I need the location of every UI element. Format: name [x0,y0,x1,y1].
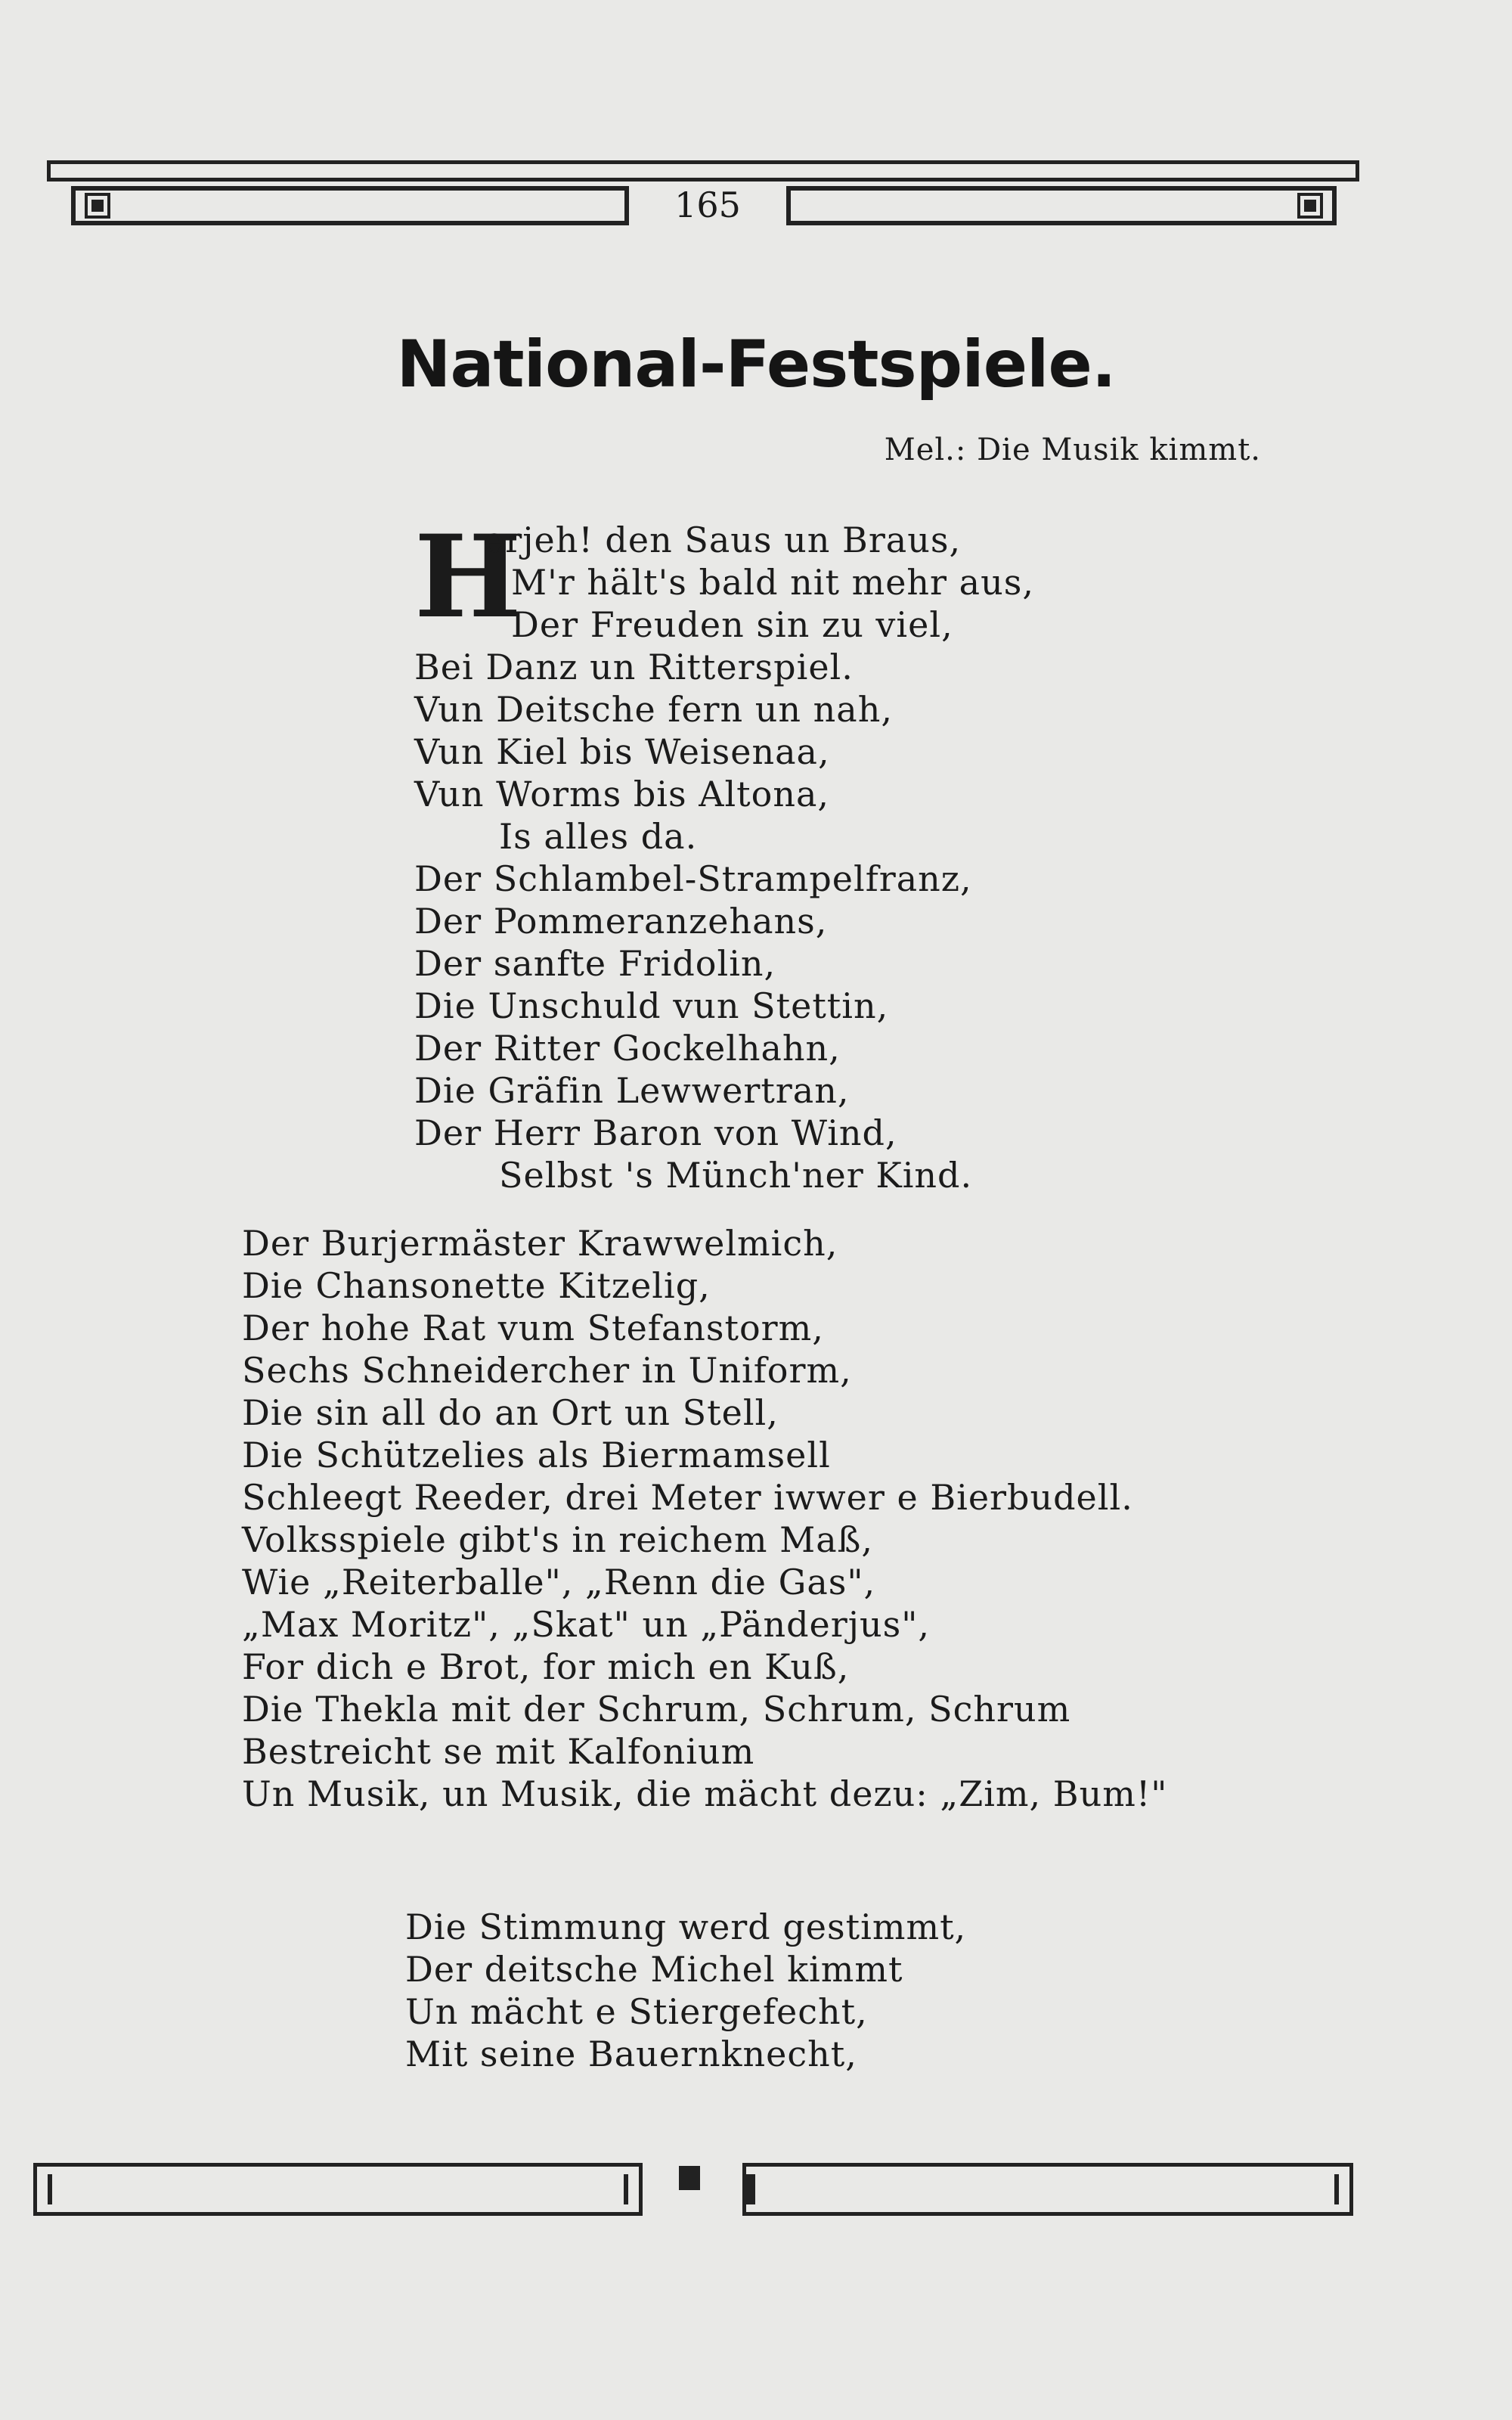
poem-line: Die Gräfin Lewwertran, [414,1070,850,1111]
poem-line: Vun Worms bis Altona, [414,774,830,814]
header-frame-left [71,186,629,225]
header-frame-right [786,186,1337,225]
poem-line: Vun Kiel bis Weisenaa, [414,731,830,772]
drop-cap: H [414,510,522,644]
poem-line: Is alles da. [499,816,698,857]
header-square-ornament [85,193,110,219]
poem-line: Die sin all do an Ort un Stell, [242,1392,779,1433]
poem-line: Der Burjermäster Krawwelmich, [242,1223,838,1264]
poem-line: erjeh! den Saus un Braus, [484,520,962,560]
poem-line: Mit seine Bauernknecht, [405,2034,857,2074]
poem-line: Un Musik, un Musik, die mächt dezu: „Zim, Bum!" [242,1773,1168,1814]
poem-line: For dich e Brot, for mich en Kuß, [242,1646,850,1687]
poem-line: Die Unschuld vun Stettin, [414,985,889,1026]
poem-line: Der Pommeranzehans, [414,901,828,942]
poem-line: Der sanfte Fridolin, [414,943,776,984]
poem-line: Der Schlambel-Strampelfranz, [414,858,972,899]
poem-line: Der hohe Rat vum Stefanstorm, [242,1308,824,1348]
footer-frame-inner [746,2174,755,2204]
footer-frame-inner [624,2174,628,2204]
poem-line: Un mächt e Stiergefecht, [405,1991,868,2032]
footer-frame-left [33,2163,643,2216]
melody-note: Mel.: Die Musik kimmt. [884,433,1261,467]
poem-line: Der deitsche Michel kimmt [405,1949,903,1990]
poem-line: Die Thekla mit der Schrum, Schrum, Schrum [242,1689,1071,1730]
poem-line: „Max Moritz", „Skat" un „Pänderjus", [242,1604,931,1645]
poem-line: Bei Danz un Ritterspiel. [414,647,854,687]
poem-line: Bestreicht se mit Kalfonium [242,1731,755,1772]
header-rule [47,160,1359,182]
footer-frame-right [742,2163,1353,2216]
poem-line: Volksspiele gibt's in reichem Maß, [242,1519,874,1560]
poem-line: Die Schützelies als Biermamsell [242,1435,831,1475]
poem-line: Selbst 's Münch'ner Kind. [499,1155,973,1196]
footer-frame-inner [48,2174,639,2204]
poem-line: Sechs Schneidercher in Uniform, [242,1350,852,1391]
poem-line: Schleegt Reeder, drei Meter iwwer e Bierbudell. [242,1477,1133,1518]
poem-line: Die Stimmung werd gestimmt, [405,1907,967,1947]
poem-title: National-Festspiele. [396,327,1116,402]
poem-line: Der Freuden sin zu viel, [511,604,953,645]
poem-line: M'r hält's bald nit mehr aus, [511,562,1034,603]
footer-square-ornament [679,2166,700,2190]
footer-frame-inner [1334,2174,1339,2204]
poem-line: Vun Deitsche fern un nah, [414,689,893,730]
header-square-ornament [1297,193,1323,219]
poem-line: Wie „Reiterballe", „Renn die Gas", [242,1562,876,1602]
page-number: 165 [674,185,741,225]
poem-line: Der Ritter Gockelhahn, [414,1028,841,1069]
poem-line: Der Herr Baron von Wind, [414,1112,897,1153]
poem-line: Die Chansonette Kitzelig, [242,1265,711,1306]
